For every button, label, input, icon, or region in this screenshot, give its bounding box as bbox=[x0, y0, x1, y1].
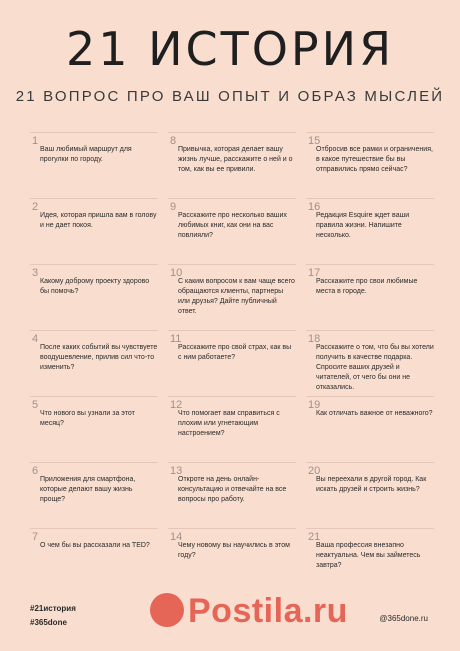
question-card bbox=[30, 396, 158, 462]
question-number: 13 bbox=[170, 465, 183, 477]
question-card bbox=[168, 396, 296, 462]
question-text: Ваш любимый маршрут для прогулки по городу. bbox=[40, 146, 132, 163]
question-number: 4 bbox=[32, 333, 39, 345]
question-number: 16 bbox=[308, 201, 321, 213]
question-text: После каких событий вы чувствуете воодушевление, прилив сил что-то изменить? bbox=[40, 344, 158, 371]
question-text: Ваша профессия внезапно неактуальна. Чем вы займетесь завтра? bbox=[316, 542, 421, 569]
hashtag-365done[interactable]: #365done bbox=[30, 618, 67, 627]
question-card bbox=[30, 528, 158, 594]
question-number: 21 bbox=[308, 531, 321, 543]
question-number: 11 bbox=[170, 333, 182, 345]
question-text: Что нового вы узнали за этот месяц? bbox=[40, 410, 135, 427]
question-number: 6 bbox=[32, 465, 39, 477]
question-card bbox=[168, 264, 296, 330]
question-text: Редакция Esquire ждет ваши правила жизни. Напишите несколько. bbox=[316, 212, 410, 239]
question-text: Расскажите про свой страх, как вы с ним работаете? bbox=[178, 344, 292, 361]
question-text: Расскажите про свои любимые места в городе. bbox=[316, 278, 418, 295]
question-number: 15 bbox=[308, 135, 321, 147]
question-card bbox=[30, 198, 158, 264]
question-card bbox=[168, 132, 296, 198]
question-card bbox=[168, 198, 296, 264]
question-card bbox=[168, 528, 296, 594]
question-text: Что помогает вам справиться с плохим или угнетающим настроением? bbox=[178, 410, 280, 437]
question-card bbox=[306, 198, 434, 264]
question-card bbox=[30, 132, 158, 198]
question-card bbox=[306, 462, 434, 528]
postila-logo-icon bbox=[150, 593, 184, 627]
question-number: 2 bbox=[32, 201, 39, 213]
question-text: Приложения для смартфона, которые делают вашу жизнь проще? bbox=[40, 476, 136, 503]
question-card bbox=[30, 462, 158, 528]
question-number: 10 bbox=[170, 267, 183, 279]
question-card bbox=[306, 396, 434, 462]
question-number: 9 bbox=[170, 201, 177, 213]
question-text: С каким вопросом к вам чаще всего обращаются клиенты, партнеры или друзья? Дайте публичный ответ. bbox=[178, 278, 295, 315]
question-text: О чем бы вы рассказали на TED? bbox=[40, 542, 150, 549]
question-card bbox=[306, 330, 434, 396]
question-number: 3 bbox=[32, 267, 39, 279]
question-text: Отбросив все рамки и ограничения, в какое путешествие бы вы отправились прямо сейчас? bbox=[316, 146, 433, 173]
watermark: Postila.ru bbox=[188, 592, 348, 630]
question-number: 17 bbox=[308, 267, 321, 279]
question-text: Какому доброму проекту здорово бы помочь? bbox=[40, 278, 150, 295]
question-number: 5 bbox=[32, 399, 39, 411]
question-text: Привычка, которая делает вашу жизнь лучше, расскажите о ней и о том, как вы ее привили. bbox=[178, 146, 293, 173]
question-number: 19 bbox=[308, 399, 321, 411]
question-text: Чему новому вы научились в этом году? bbox=[178, 542, 290, 559]
question-number: 14 bbox=[170, 531, 183, 543]
page-subtitle: 21 ВОПРОС ПРО ВАШ ОПЫТ И ОБРАЗ МЫСЛЕЙ bbox=[15, 88, 445, 105]
question-card bbox=[306, 132, 434, 198]
question-number: 8 bbox=[170, 135, 177, 147]
question-text: Вы переехали в другой город. Как искать друзей и строить жизнь? bbox=[316, 476, 427, 493]
question-text: Расскажите про несколько ваших любимых книг, как они на вас повлияли? bbox=[178, 212, 287, 239]
question-text: Идея, которая пришла вам в голову и не дает покоя. bbox=[40, 212, 157, 229]
question-card bbox=[30, 264, 158, 330]
question-text: Как отличать важное от неважного? bbox=[316, 410, 433, 417]
hashtags bbox=[30, 602, 76, 630]
question-number: 20 bbox=[308, 465, 321, 477]
question-number: 18 bbox=[308, 333, 321, 345]
question-number: 1 bbox=[32, 135, 39, 147]
question-number: 12 bbox=[170, 399, 183, 411]
page-title: 21 ИСТОРИЯ bbox=[65, 22, 395, 76]
question-text: Расскажите о том, что бы вы хотели получить в качестве подарка. Спросите ваших друзей и читателей, от чего бы они не отказались. bbox=[316, 344, 434, 391]
question-card bbox=[168, 462, 296, 528]
question-card bbox=[306, 264, 434, 330]
questions-grid bbox=[30, 132, 434, 594]
site-handle[interactable]: @365done.ru bbox=[379, 614, 428, 623]
question-card bbox=[30, 330, 158, 396]
hashtag-21istoriya[interactable]: #21история bbox=[30, 604, 76, 613]
question-number: 7 bbox=[32, 531, 39, 543]
question-text: Откроте на день онлайн-консультацию и отвечайте на все вопросы про работу. bbox=[178, 476, 287, 503]
question-card bbox=[306, 528, 434, 594]
question-card bbox=[168, 330, 296, 396]
